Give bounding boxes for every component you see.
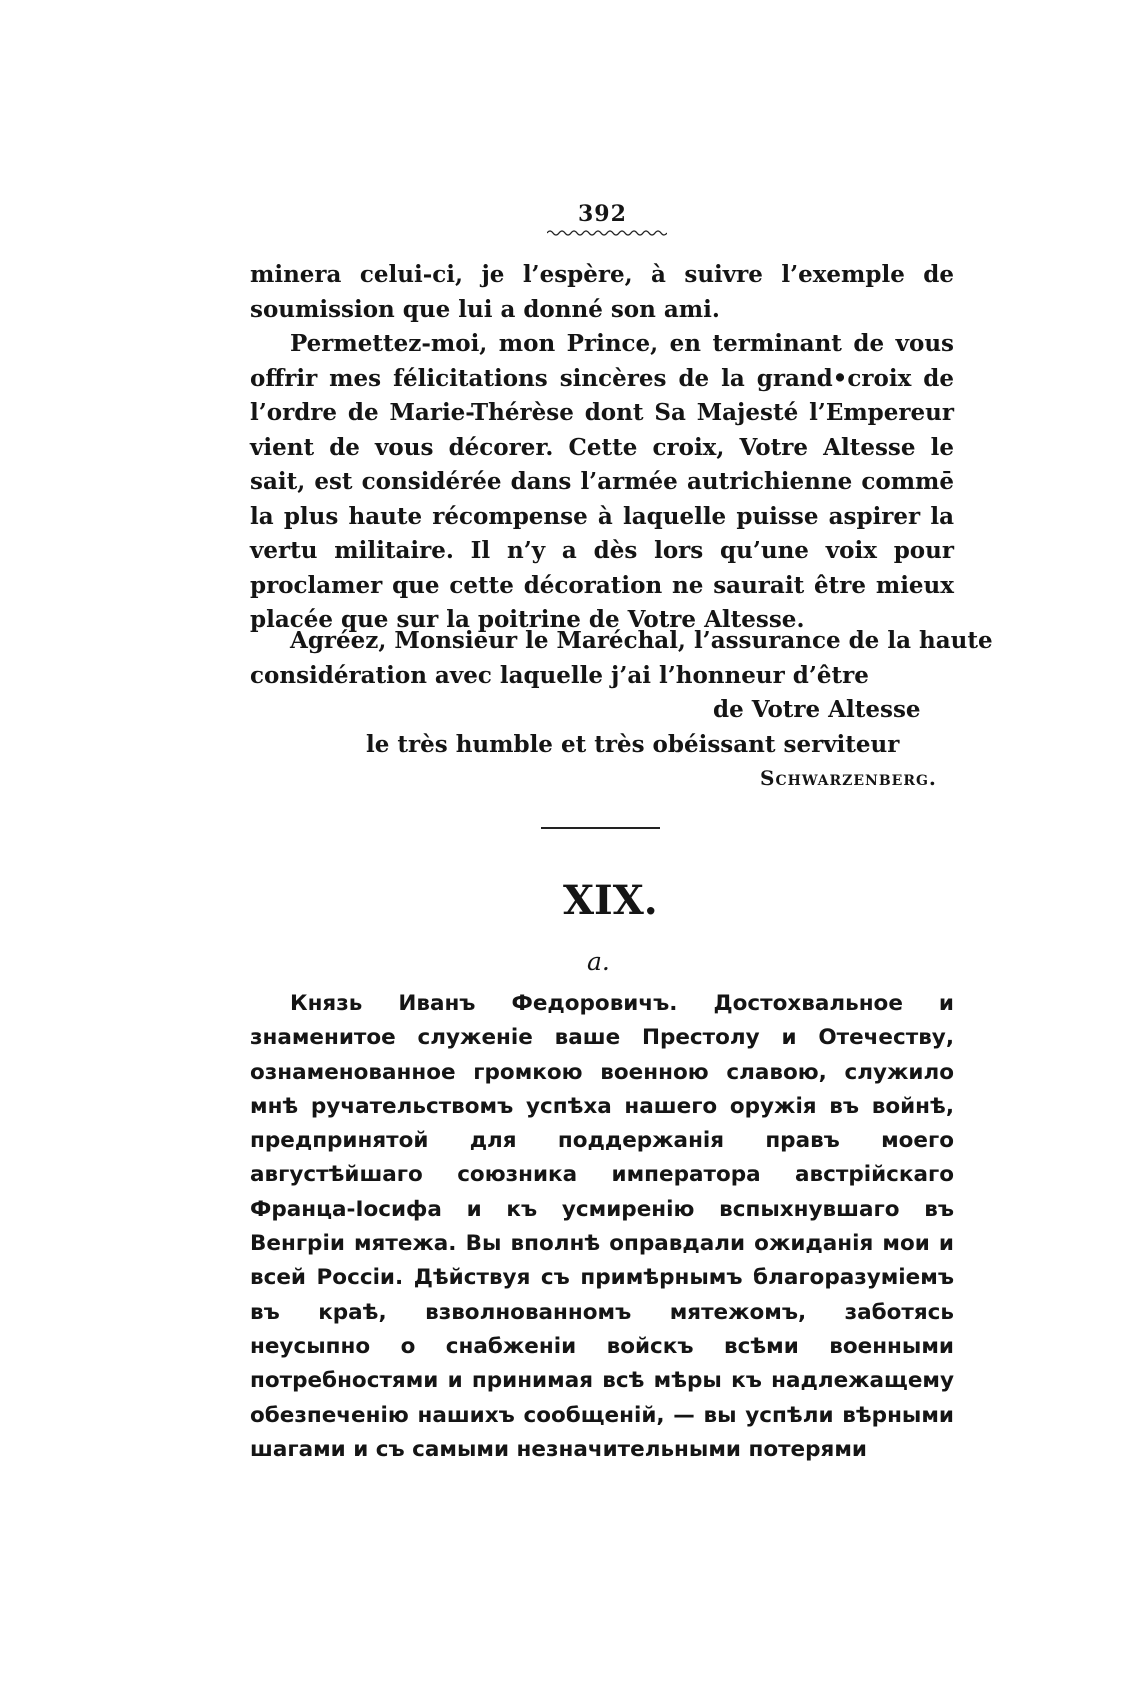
section-subheading: a. xyxy=(587,947,610,976)
french-letter-closing xyxy=(250,624,993,762)
page-number: 392 xyxy=(578,201,627,227)
french-paragraph-congratulations: Permettez-moi, mon Prince, en terminant de vous offrir mes félicitations sincères de la grand•croix de l’ordre de Marie-Thérèse dont Sa Majesté l’Empereur vient de vous décorer. Cette croix, Votre Altesse le sait, est considérée dans l’armée autrichienne commē la plus haute récompense à laquelle puisse aspirer la vertu militaire. Il n’y a dès lors qu’une voix pour proclamer que cette décoration ne saurait être mieux placée que sur la poitrine de Votre Altesse. xyxy=(250,330,954,633)
signature: Schwarzenberg. xyxy=(760,766,937,790)
russian-letter-body xyxy=(250,987,954,1467)
russian-paragraph: Князь Иванъ Федоровичъ. Достохвальное и знаменитое служеніе ваше Престолу и Отечеству, ознаменованное громкою военною славою, служило мнѣ ручательствомъ успѣха нашего оружія въ войнѣ, предпринятой для поддержанія правъ моего августѣйшаго союзника императора австрійскаго Франца-Іосифа и къ усмиренію вспыхнувшаго въ Венгріи мятежа. Вы вполнѣ оправдали ожиданія мои и всей Россіи. Дѣйствуя съ примѣрнымъ благоразуміемъ въ краѣ, взволнованномъ мятежомъ, заботясь неусыпно о снабженіи войскъ всѣми военными потребностями и принимая всѣ мѣры къ надлежащему обезпеченію нашихъ сообщеній, — вы успѣли вѣрными шагами и съ самыми незначительными потерями xyxy=(250,991,954,1462)
closing-line-4: le très humble et très obéissant serviteur xyxy=(366,730,900,758)
closing-line-2: considération avec laquelle j’ai l’honneur d’être xyxy=(250,661,869,689)
page-number-ornament xyxy=(547,229,667,237)
section-heading: XIX. xyxy=(563,877,658,924)
section-divider xyxy=(541,827,660,829)
closing-line-3: de Votre Altesse xyxy=(713,696,921,723)
closing-line-1: Agréez, Monsieur le Maréchal, l’assurance de la haute xyxy=(290,627,993,654)
french-letter-body xyxy=(250,258,954,638)
french-paragraph-continued: minera celui-ci, je l’espère, à suivre l’exemple de soumission que lui a donné son ami. xyxy=(250,261,954,323)
